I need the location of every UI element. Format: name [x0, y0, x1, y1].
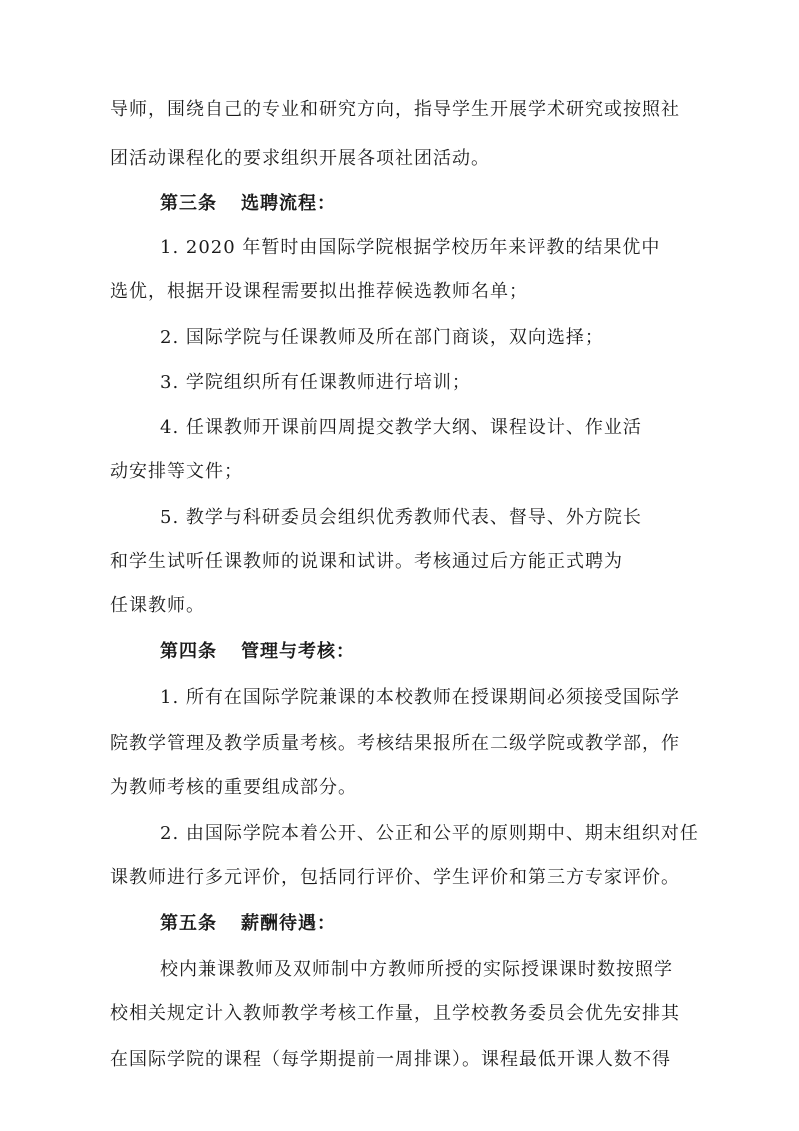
- article-3-title: 选聘流程：: [241, 193, 336, 214]
- paragraph-line: 在国际学院的课程（每学期提前一周排课）。课程最低开课人数不得: [110, 1049, 671, 1070]
- paragraph-line: 团活动课程化的要求组织开展各项社团活动。: [110, 148, 490, 169]
- paragraph-line: 2. 由国际学院本着公开、公正和公平的原则期中、期末组织对任: [160, 823, 699, 844]
- article-4-title: 管理与考核：: [241, 641, 355, 662]
- article-5-title: 薪酬待遇：: [241, 913, 336, 934]
- paragraph-line: 院教学管理及教学质量考核。考核结果报所在二级学院或教学部，作: [110, 733, 680, 754]
- paragraph-line: 动安排等文件；: [110, 461, 243, 482]
- paragraph-line: 和学生试听任课教师的说课和试讲。考核通过后方能正式聘为: [110, 551, 623, 572]
- article-5-heading: [160, 912, 336, 936]
- article-3-number: 第三条: [160, 193, 217, 214]
- article-4-number: 第四条: [160, 641, 217, 662]
- article-5-number: 第五条: [160, 913, 217, 934]
- paragraph-line: 1. 所有在国际学院兼课的本校教师在授课期间必须接受国际学: [160, 687, 680, 708]
- paragraph-line: 校相关规定计入教师教学考核工作量，且学校教务委员会优先安排其: [110, 1003, 680, 1024]
- paragraph-line: 2. 国际学院与任课教师及所在部门商谈，双向选择；: [160, 327, 604, 348]
- article-3-heading: [160, 192, 336, 216]
- paragraph-line: 1. 2020 年暂时由国际学院根据学校历年来评教的结果优中: [160, 237, 661, 258]
- paragraph-line: 为教师考核的重要组成部分。: [110, 777, 357, 798]
- paragraph-line: 导师，围绕自己的专业和研究方向，指导学生开展学术研究或按照社: [110, 99, 680, 120]
- paragraph-line: 4. 任课教师开课前四周提交教学大纲、课程设计、作业活: [160, 417, 642, 438]
- paragraph-line: 任课教师。: [110, 595, 205, 616]
- paragraph-line: 选优，根据开设课程需要拟出推荐候选教师名单；: [110, 281, 528, 302]
- article-4-heading: [160, 640, 355, 664]
- paragraph-line: 3. 学院组织所有任课教师进行培训；: [160, 372, 471, 393]
- paragraph-line: 课教师进行多元评价，包括同行评价、学生评价和第三方专家评价。: [110, 867, 680, 888]
- paragraph-line: 校内兼课教师及双师制中方教师所授的实际授课课时数按照学: [160, 959, 673, 980]
- paragraph-line: 5. 教学与科研委员会组织优秀教师代表、督导、外方院长: [160, 507, 642, 528]
